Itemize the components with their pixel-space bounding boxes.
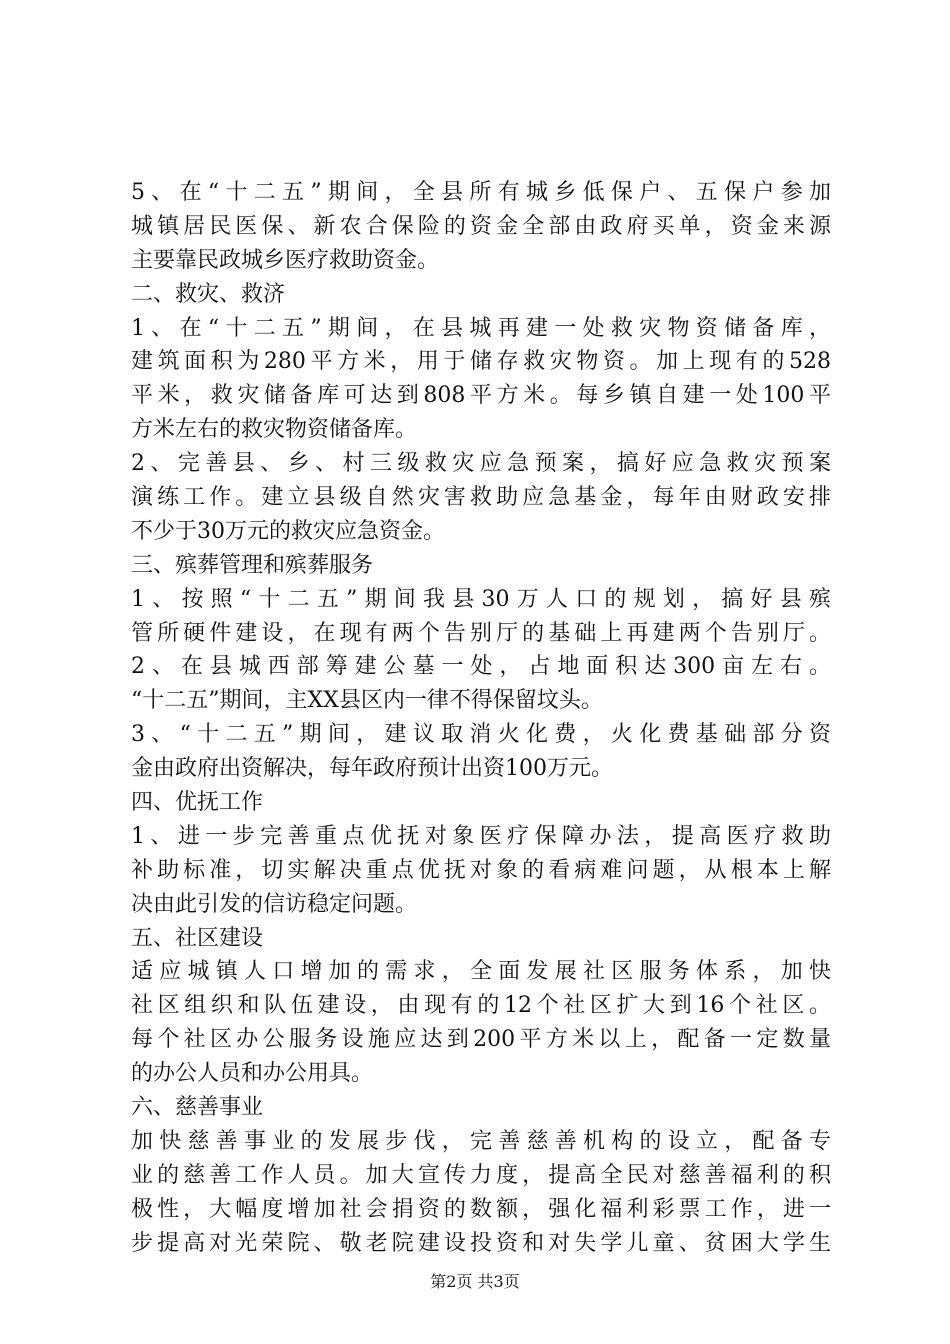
text-line: 1、进一步完善重点优抚对象医疗保障办法，提高医疗救助 bbox=[131, 823, 831, 849]
text-line: 加快慈善事业的发展步伐，完善慈善机构的设立，配备专 bbox=[131, 1128, 831, 1154]
text-line: 1、在“十二五”期间，在县城再建一处救灾物资储备库， bbox=[131, 315, 831, 341]
text-line: 建筑面积为280平方米，用于储存救灾物资。加上现有的528 bbox=[131, 349, 831, 375]
text-line: 补助标准，切实解决重点优抚对象的看病难问题，从根本上解 bbox=[131, 857, 831, 883]
text-line: “十二五”期间，主XX县区内一律不得保留坟头。 bbox=[131, 688, 603, 714]
text-line: 极性，大幅度增加社会捐资的数额，强化福利彩票工作，进一 bbox=[131, 1196, 831, 1222]
text-line: 业的慈善工作人员。加大宣传力度，提高全民对慈善福利的积 bbox=[131, 1162, 831, 1188]
text-line: 方米左右的救灾物资储备库。 bbox=[131, 417, 418, 443]
text-line: 平米，救灾储备库可达到808平方米。每乡镇自建一处100平 bbox=[131, 383, 831, 409]
section-heading: 五、社区建设 bbox=[131, 925, 264, 951]
text-line: 决由此引发的信访稳定问题。 bbox=[131, 891, 418, 917]
text-line: 的办公人员和办公用具。 bbox=[131, 1061, 374, 1087]
text-line: 主要靠民政城乡医疗救助资金。 bbox=[131, 247, 440, 273]
page-number: 第2页 共3页 bbox=[430, 1272, 520, 1291]
text-line: 管所硬件建设，在现有两个告别厅的基础上再建两个告别厅。 bbox=[131, 620, 831, 646]
section-heading: 六、慈善事业 bbox=[131, 1095, 264, 1121]
text-line: 1、按照“十二五”期间我县30万人口的规划，搞好县殡 bbox=[131, 586, 831, 612]
section-heading: 二、救灾、救济 bbox=[131, 281, 286, 307]
text-line: 2、在县城西部筹建公墓一处，占地面积达300亩左右。 bbox=[131, 654, 831, 680]
text-line: 演练工作。建立县级自然灾害救助应急基金，每年由财政安排 bbox=[131, 485, 831, 511]
text-line: 适应城镇人口增加的需求，全面发展社区服务体系，加快 bbox=[131, 959, 831, 985]
text-line: 城镇居民医保、新农合保险的资金全部由政府买单，资金来源 bbox=[131, 213, 831, 239]
text-line: 3、“十二五”期间，建议取消火化费，火化费基础部分资 bbox=[131, 722, 831, 748]
text-line: 社区组织和队伍建设，由现有的12个社区扩大到16个社区。 bbox=[131, 993, 831, 1019]
document-body bbox=[131, 176, 831, 1261]
text-line: 每个社区办公服务设施应达到200平方米以上，配备一定数量 bbox=[131, 1027, 831, 1053]
text-line: 不少于30万元的救灾应急资金。 bbox=[131, 518, 445, 544]
text-line: 金由政府出资解决，每年政府预计出资100万元。 bbox=[131, 756, 613, 782]
section-heading: 三、殡葬管理和殡葬服务 bbox=[131, 552, 374, 578]
text-line: 步提高对光荣院、敬老院建设投资和对失学儿童、贫困大学生 bbox=[131, 1230, 831, 1256]
text-line: 5、在“十二五”期间，全县所有城乡低保户、五保户参加 bbox=[131, 180, 831, 205]
section-heading: 四、优抚工作 bbox=[131, 790, 264, 816]
text-line: 2、完善县、乡、村三级救灾应急预案，搞好应急救灾预案 bbox=[131, 451, 831, 477]
